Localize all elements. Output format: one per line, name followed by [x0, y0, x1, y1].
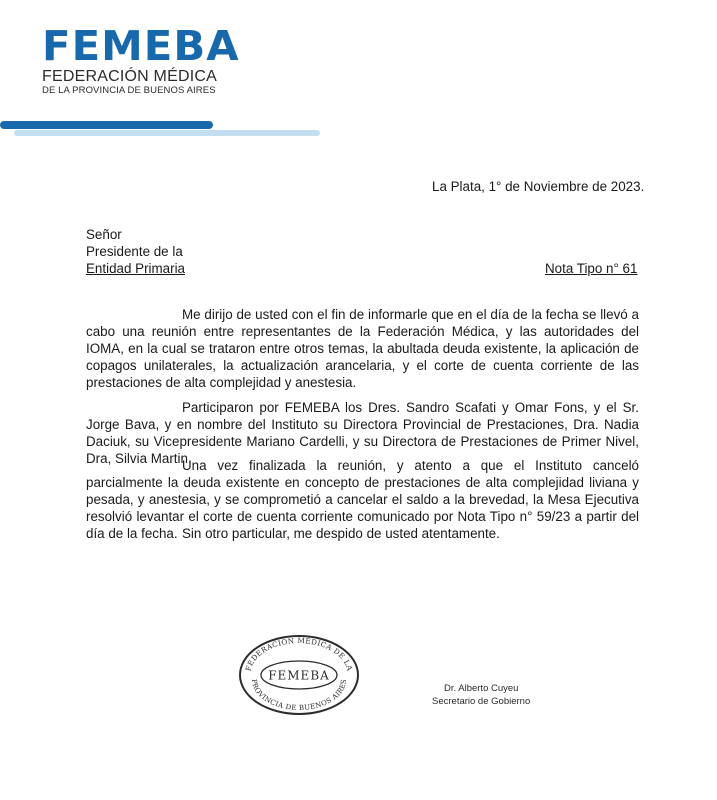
closing-line: Sin otro particular, me despido de usted atentamente.	[182, 526, 500, 541]
date-line: La Plata, 1° de Noviembre de 2023.	[432, 179, 645, 194]
note-reference: Nota Tipo n° 61	[545, 261, 638, 276]
recipient-salutation: Señor	[86, 227, 122, 242]
femeba-logo: FEMEBA	[42, 22, 240, 70]
body-paragraph: Una vez finalizada la reunión, y atento a que el Instituto canceló parcialmente la deuda existente en concepto de prestaciones de alta complejidad liviana y pesada, y anestesia, y se comprometió a cancelar el saldo a la brevedad, la Mesa Ejecutiva resolvió levantar el corte de cuenta corriente comunicado por Nota Tipo n° 59/23 a partir del día de la fecha.	[86, 458, 639, 541]
seal-arc-top: FEDERACIÓN MÉDICA DE LA	[243, 635, 355, 673]
body-paragraph: Participaron por FEMEBA los Dres. Sandro Scafati y Omar Fons, y el Sr. Jorge Bava, y en nombre del Instituto su Directora Provincial de Prestaciones, Dra. Nadia Daciuk, su Vicepresidente Mariano Cardelli, y su Directora de Prestaciones de Primer Nivel, Dra, Silvia Martin.	[86, 400, 639, 466]
femeba-seal-stamp	[238, 634, 360, 716]
org-name: FEDERACIÓN MÉDICA	[42, 68, 217, 85]
body-paragraph: Me dirijo de usted con el fin de informarle que en el día de la fecha se llevó a cabo una reunión entre representantes de la Federación Médica, y las autoridades del IOMA, en la cual se trataron entre otros temas, la abultada deuda existente, la aplicación de copagos unilaterales, la actualización arancelaria, y el corte de cuenta corriente de las prestaciones de alta complejidad y anestesia.	[86, 307, 639, 390]
seal-center-text: FEMEBA	[268, 668, 330, 683]
svg-text:FEDERACIÓN MÉDICA DE LA	[243, 636, 354, 673]
signature-title: Secretario de Gobierno	[432, 696, 531, 707]
letterhead-bar-light	[14, 130, 320, 136]
recipient-block	[86, 226, 185, 277]
letterhead-bar	[0, 121, 213, 129]
seal-arc-bottom: PROVINCIA DE BUENOS AIRES	[249, 678, 349, 713]
recipient-position: Presidente de la	[86, 244, 183, 259]
signature-block	[432, 682, 530, 708]
recipient-entity: Entidad Primaria	[86, 261, 185, 276]
signature-name: Dr. Alberto Cuyeu	[444, 683, 519, 694]
org-region: DE LA PROVINCIA DE BUENOS AIRES	[42, 85, 216, 96]
